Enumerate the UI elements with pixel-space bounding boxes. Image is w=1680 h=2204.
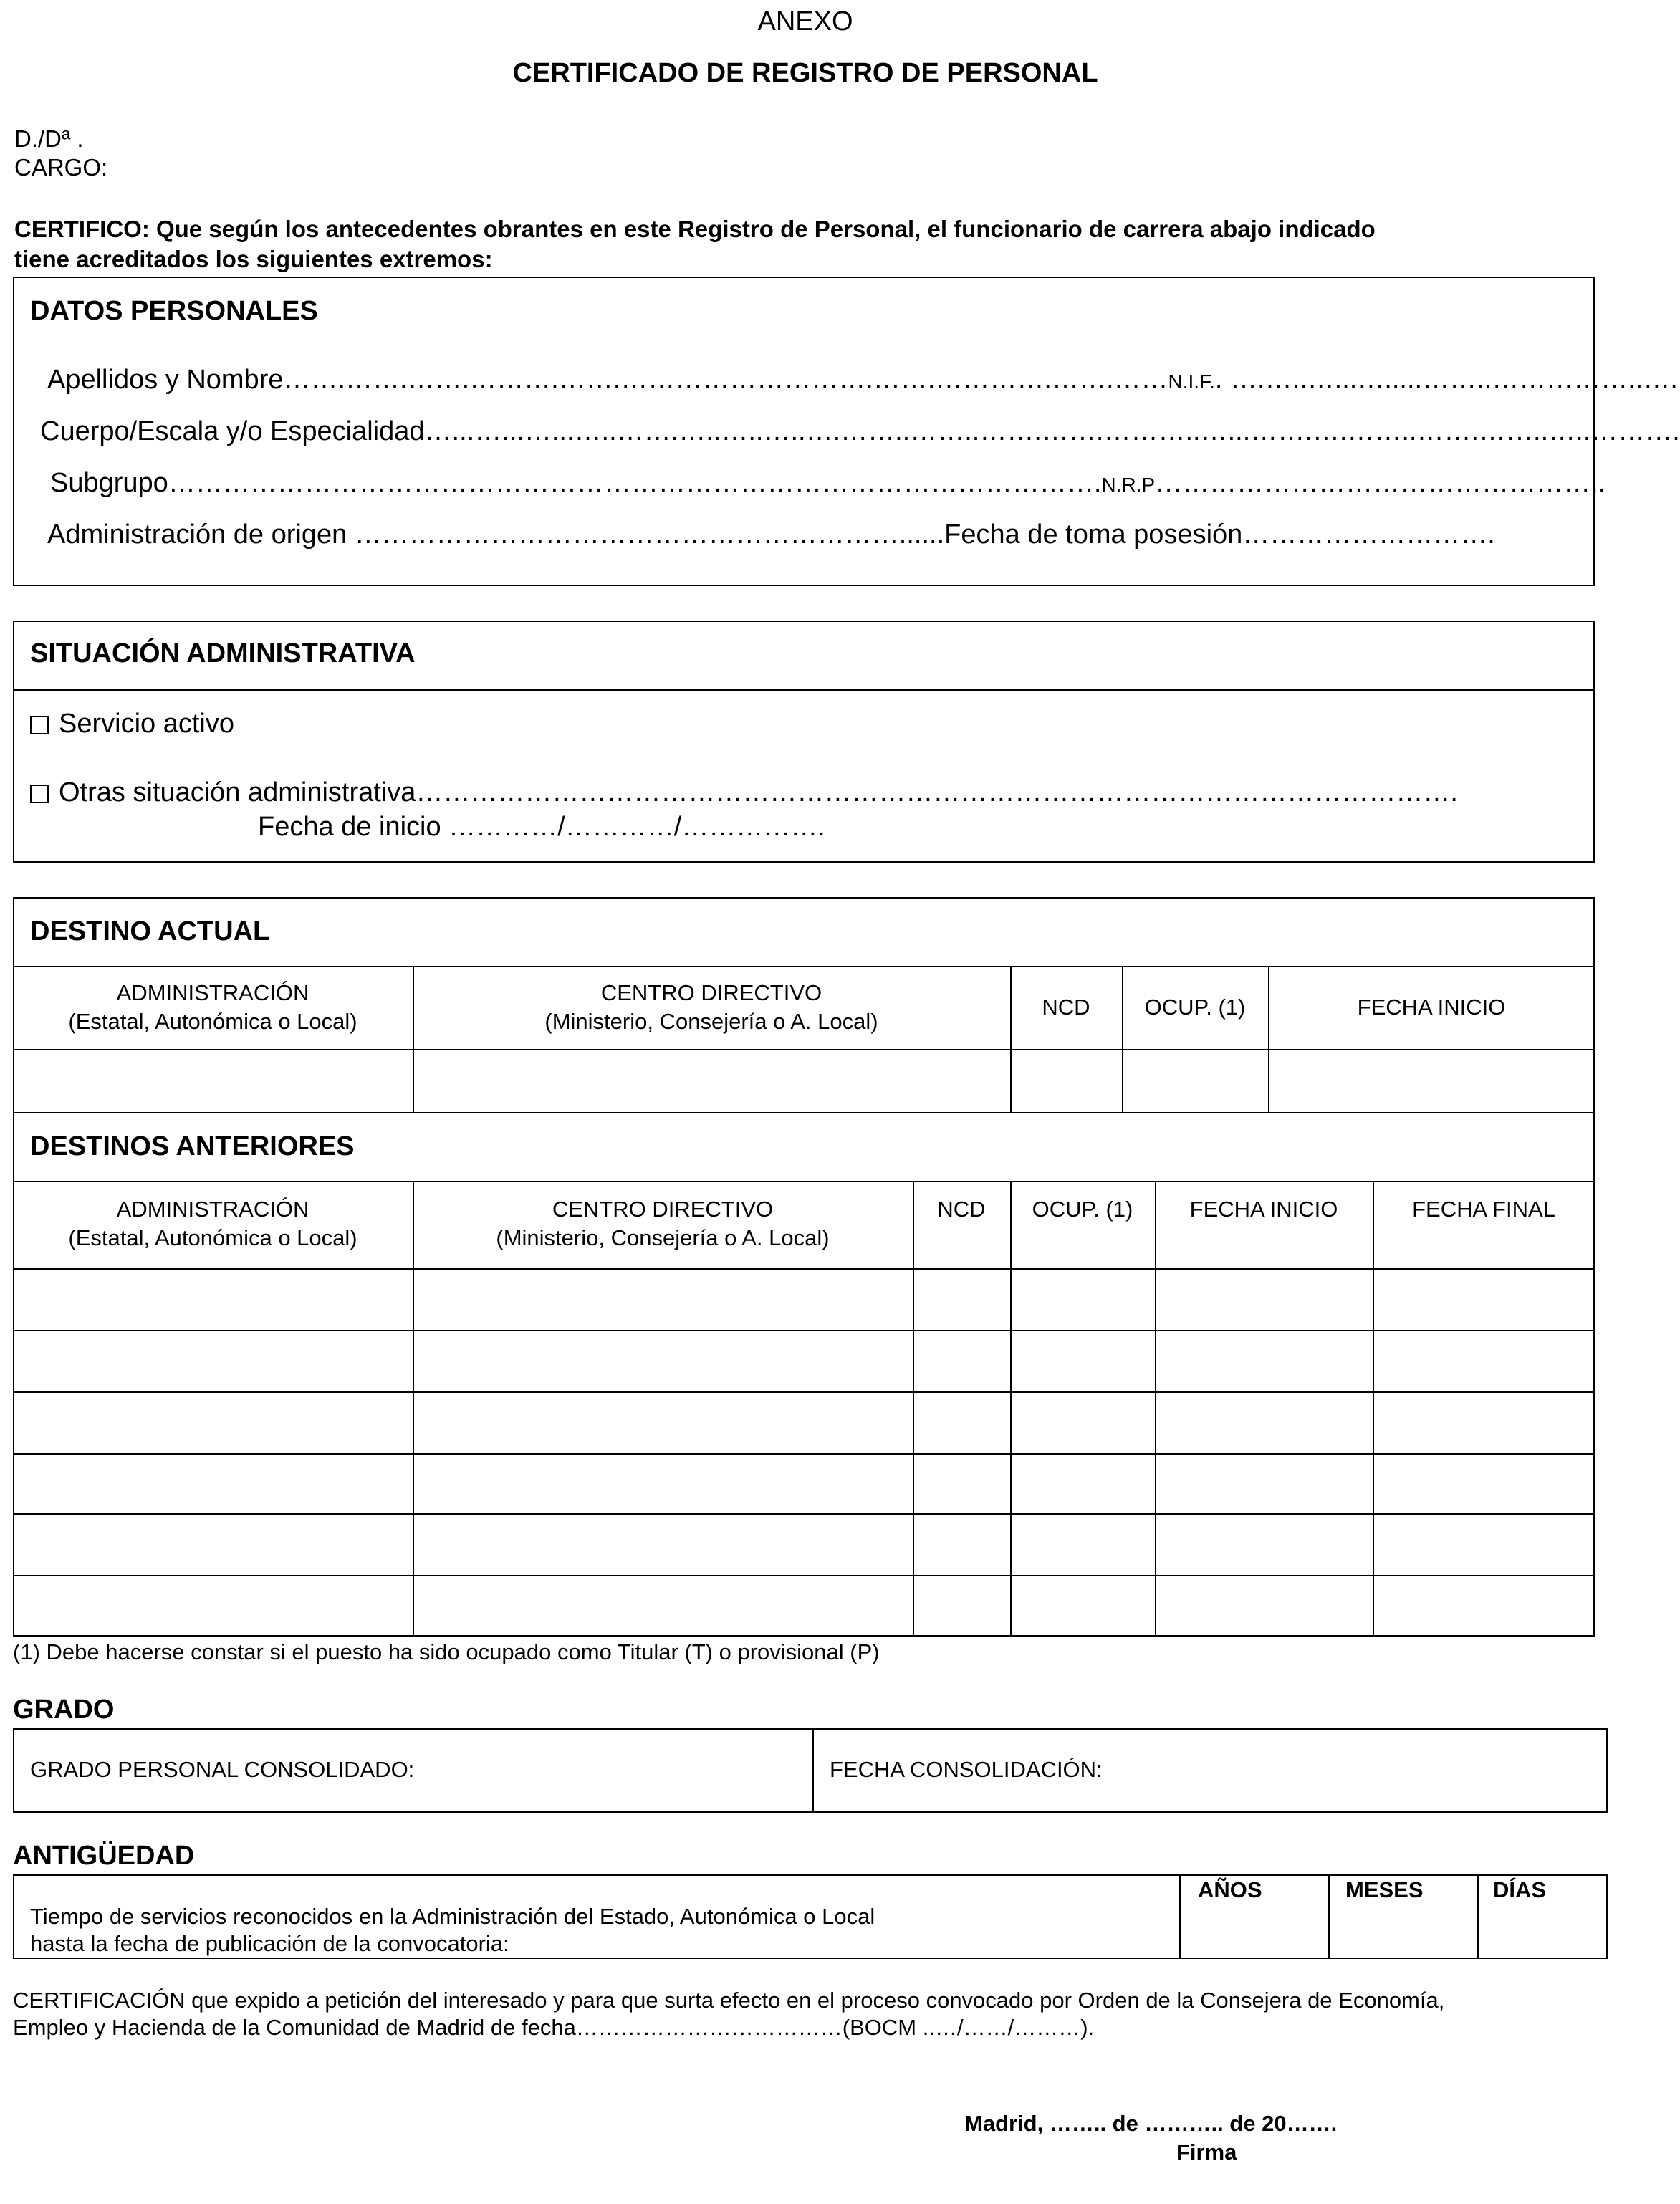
certify-line-2: tiene acreditados los siguientes extremos: — [14, 246, 493, 272]
other-situation-label: Otras situación administrativa — [59, 777, 416, 808]
seniority-description: Tiempo de servicios reconocidos en la Administración del Estado, Autonómica o Local hasta la fecha de publicación de la convocatoria: — [30, 1904, 875, 1956]
current-post-col-divider-4 — [1268, 966, 1269, 1112]
current-post-header-top — [13, 966, 1595, 967]
nif-label: N.I.F. — [1168, 370, 1215, 393]
previous-posts-row-line-4 — [13, 1513, 1595, 1515]
subgroup-row — [50, 469, 1605, 499]
origin-admin-dots[interactable]: ……………………………………………………...... — [347, 519, 945, 550]
previous-posts-col-divider-5 — [1373, 1181, 1374, 1637]
corps-label: Cuerpo/Escala y/o Especialidad — [40, 416, 425, 446]
previous-posts-row-line-5 — [13, 1575, 1595, 1576]
current-post-heading: DESTINO ACTUAL — [30, 916, 270, 947]
admin-situation-divider — [13, 689, 1595, 691]
subgroup-label: Subgrupo — [50, 468, 168, 498]
seniority-divider-2 — [1328, 1874, 1330, 1959]
previous-posts-col-divider-3 — [1010, 1181, 1012, 1637]
previous-posts-col-start-date: FECHA INICIO — [1189, 1197, 1338, 1222]
corps-row — [40, 417, 1680, 446]
previous-posts-header-bottom — [13, 1268, 1595, 1270]
corps-dots[interactable]: …...…...…...…..…….…..…..…..….……..……..…….…….………..…...…….….……..…….……..…..………. — [424, 416, 1680, 446]
subgroup-dots[interactable]: …………………………………………………………………………………………. — [168, 468, 1102, 498]
current-post-col-divider-2 — [1010, 966, 1012, 1112]
active-service-checkbox[interactable] — [30, 716, 49, 734]
previous-posts-header-top — [13, 1181, 1595, 1182]
seniority-divider-1 — [1179, 1874, 1181, 1959]
nrp-label: N.R.P — [1101, 474, 1156, 496]
previous-posts-col-end-date: FECHA FINAL — [1412, 1197, 1555, 1222]
nrp-dots[interactable]: ………………………………………….. — [1155, 468, 1606, 498]
current-post-col-start-date: FECHA INICIO — [1357, 995, 1506, 1020]
other-situation-checkbox[interactable] — [30, 785, 49, 803]
current-post-col-centre: CENTRO DIRECTIVO (Ministerio, Consejería o A. Local) — [544, 980, 878, 1034]
occupation-footnote: (1) Debe hacerse constar si el puesto ha sido ocupado como Titular (T) o provisional (P) — [13, 1639, 880, 1664]
previous-posts-col-admin: ADMINISTRACIÓN (Estatal, Autonómica o Local) — [68, 1197, 357, 1250]
nif-dots[interactable]: . ….…..…...….....……..……………..…. — [1214, 365, 1678, 395]
admin-situation-heading: SITUACIÓN ADMINISTRATIVA — [30, 638, 416, 669]
surname-name-label: Apellidos y Nombre — [47, 365, 284, 395]
current-post-header-bottom — [13, 1049, 1595, 1050]
current-post-col-occupation: OCUP. (1) — [1144, 995, 1246, 1020]
months-label[interactable]: MESES — [1345, 1877, 1424, 1902]
previous-posts-heading: DESTINOS ANTERIORES — [30, 1131, 355, 1161]
surname-name-row — [47, 365, 1678, 396]
origin-admin-label: Administración de origen — [47, 519, 347, 550]
consolidated-grade-label[interactable]: GRADO PERSONAL CONSOLIDADO: — [30, 1757, 415, 1782]
certify-line-1: CERTIFICO: Que según los antecedentes obrantes en este Registro de Personal, el funcionario de carrera abajo indicado — [14, 216, 1376, 242]
consolidation-date-label[interactable]: FECHA CONSOLIDACIÓN: — [830, 1757, 1103, 1782]
current-post-col-ncd: NCD — [1042, 995, 1090, 1020]
active-service-option[interactable] — [30, 709, 234, 738]
signature-label: Firma — [1176, 2140, 1237, 2165]
grade-divider — [812, 1728, 814, 1813]
certification-line-2: Empleo y Hacienda de la Comunidad de Madrid de fecha………………………………(BOCM ..…/……/………). — [13, 2015, 1095, 2040]
name-field-label: D./Dª . — [14, 125, 84, 152]
previous-posts-row-line-3 — [13, 1453, 1595, 1455]
origin-admin-row — [47, 520, 1495, 549]
active-service-label: Servicio activo — [59, 709, 234, 739]
previous-posts-col-occupation: OCUP. (1) — [1032, 1197, 1133, 1222]
current-post-col-admin: ADMINISTRACIÓN (Estatal, Autonómica o Local) — [68, 980, 357, 1034]
place-date-line: Madrid, …….. de ……….. de 20……. — [964, 2111, 1338, 2136]
previous-posts-col-divider-4 — [1155, 1181, 1156, 1637]
current-post-row-bottom — [13, 1112, 1595, 1113]
position-field-label: CARGO: — [14, 154, 108, 181]
seniority-divider-3 — [1477, 1874, 1479, 1959]
current-post-col-divider-3 — [1122, 966, 1123, 1112]
personal-data-heading: DATOS PERSONALES — [30, 296, 318, 326]
seniority-heading: ANTIGÜEDAD — [13, 1841, 195, 1871]
previous-posts-col-centre: CENTRO DIRECTIVO (Ministerio, Consejería o A. Local) — [496, 1197, 830, 1250]
start-date-field[interactable]: Fecha de inicio …………/…………/……………. — [258, 812, 825, 842]
possession-date-label: Fecha de toma posesión — [944, 519, 1243, 550]
grade-heading: GRADO — [13, 1695, 115, 1725]
days-label[interactable]: DÍAS — [1493, 1877, 1547, 1902]
surname-name-dots[interactable]: …….…….…….……….…….……………………….…….………….…….…… — [283, 365, 1168, 395]
certification-line-1: CERTIFICACIÓN que expido a petición del interesado y para que surta efecto en el proceso convocado por Orden de la Consejera de Economía, — [13, 1988, 1445, 2013]
previous-posts-col-ncd: NCD — [937, 1197, 986, 1222]
document-title: CERTIFICADO DE REGISTRO DE PERSONAL — [512, 58, 1098, 88]
possession-date-dots[interactable]: ………………………. — [1242, 519, 1495, 550]
previous-posts-col-divider-2 — [913, 1181, 914, 1637]
previous-posts-row-line-2 — [13, 1391, 1595, 1393]
years-label[interactable]: AÑOS — [1198, 1877, 1262, 1902]
other-situation-dots[interactable]: ……………………………………………………………………………………………………. — [416, 777, 1458, 808]
annex-label: ANEXO — [757, 6, 853, 37]
previous-posts-row-line-1 — [13, 1330, 1595, 1331]
other-situation-option[interactable] — [30, 778, 1458, 807]
